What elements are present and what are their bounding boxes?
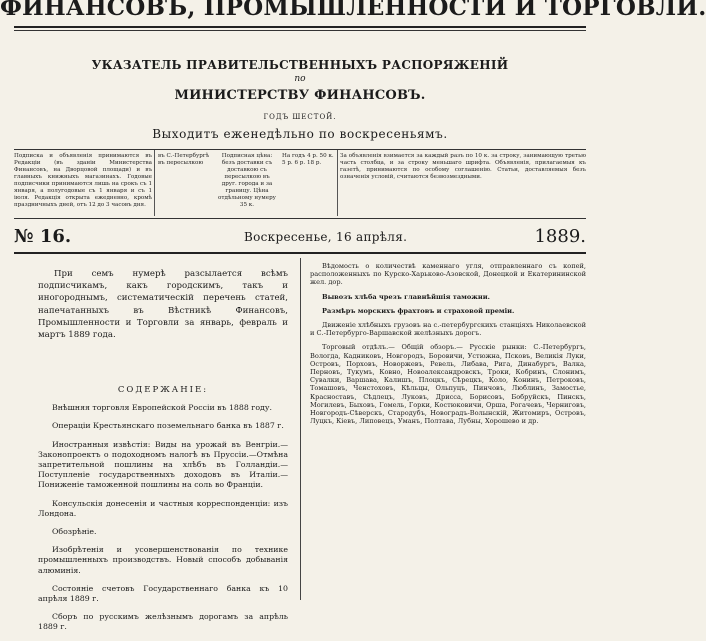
issue-date: Воскресенье, 16 апрѣля.	[244, 230, 408, 244]
issue-number: № 16.	[14, 226, 72, 247]
subtitle-line3: МИНИСТЕРСТВУ ФИНАНСОВЪ.	[174, 88, 426, 103]
contents-title: СОДЕРЖАНІЕ:	[117, 385, 209, 396]
issue-row	[14, 226, 586, 248]
info-top-rule	[14, 149, 586, 150]
subtitle-line1: УКАЗАТЕЛЬ ПРАВИТЕЛЬСТВЕННЫХЪ РАСПОРЯЖЕНІЙ	[91, 58, 509, 72]
info-divider	[154, 150, 155, 216]
left-column	[38, 268, 288, 641]
issue-year: 1889.	[534, 226, 586, 247]
masthead-title: ФИНАНСОВЪ, ПРОМЫШЛЕННОСТИ И ТОРГОВЛИ.	[0, 0, 706, 21]
masthead-rule	[14, 26, 586, 28]
info-bottom-rule	[14, 218, 586, 219]
info-subscription: Подписка и объявленія принимаются въ Редакціи (въ зданіи Министерства Финансовъ, на Дворцовой площади) и въ главныхъ книжныхъ магазинахъ. Годовые подписчики принимаются лишь на срокъ съ 1 января, а полугодовые съ 1 января и съ 1 іюля. Редакція открыта ежедневно, кромѣ праздничныхъ дней, отъ 12 до 3 часовъ дня.	[14, 153, 152, 208]
info-ads: За объявленія взимается за каждый разъ по 10 к. за строку, занимающую третью часть столбца, и за строку меньшаго шрифта. Объявленія, прилагаемыя къ газетѣ, принимаются по особому соглашенію. Статьи, доставляемыя безъ означенія условій, считаются безвозмездными.	[340, 153, 586, 180]
column-divider	[300, 258, 301, 600]
year-label: ГОДЪ ШЕСТОЙ.	[263, 113, 337, 121]
weekly-label: Выходитъ еженедѣльно по воскресеньямъ.	[152, 127, 448, 141]
subtitle-line2: по	[294, 74, 306, 84]
contents-list	[38, 403, 288, 632]
right-column	[310, 262, 586, 431]
contents-item: Изобрѣтенія и усовершенствованія по технике промышленныхъ производствъ. Новый способъ добыванія алюминія.	[38, 545, 288, 575]
coal-statement: Вѣдомость о количествѣ каменнаго угля, отправленнаго съ копей, расположенныхъ по Курско-Харьково-Азовской, Донецкой и Екатерининской жел. дор.	[310, 262, 586, 287]
info-price-values: На годъ 4 р. 50 к. 5 р. 6 р. 18 р.	[282, 153, 334, 166]
contents-item: Операціи Крестьянскаго поземельнаго банка въ 1887 г.	[52, 421, 284, 431]
intro-notice: При семъ нумерѣ разсылается всѣмъ подписчикамъ, какъ городскимъ, такъ и иногороднымъ, систематическій перечень статей, напечатанныхъ въ Вѣстникѣ Финансовъ, Промышленности и Торговли за январь, февраль и мартъ 1889 года.	[38, 269, 288, 341]
contents-item: Иностранныя извѣстія: Виды на урожай въ Венгріи.— Законопроектъ о подоходномъ налогѣ въ Пруссіи.—Отмѣна запретительной пошлины на хлѣбъ въ Голландіи.—Поступленіе государственныхъ доходовъ въ Италіи.— Пониженіе таможенной пошлины на соль во Франціи.	[38, 439, 288, 490]
contents-item: Обозрѣніе.	[52, 527, 97, 537]
contents-item: Состояніе счетовъ Государственнаго банка къ 10 апрѣля 1889 г.	[38, 583, 288, 604]
info-divider	[337, 150, 338, 216]
freight-rates: Размѣръ морскихъ фрахтовъ и страховой преміи.	[322, 306, 515, 315]
contents-item: Консульскія донесенія и частныя корреспонденціи: изъ Лондона.	[38, 498, 288, 518]
info-city: въ С.-Петербургѣ въ пересылкою	[158, 153, 210, 166]
masthead-rule-thin	[14, 30, 586, 31]
grain-export: Вывозъ хлѣба чрезъ главнѣйшія таможни.	[322, 292, 490, 301]
grain-movement: Движеніе хлѣбныхъ грузовъ на с.-петербургскихъ станціяхъ Николаевской и С.-Петербурго-Варшавской желѣзныхъ дорогъ.	[310, 321, 586, 338]
contents-item: Сборъ по русскимъ желѣзнымъ дорогамъ за апрѣль 1889 г.	[38, 612, 288, 632]
trade-section: Торговый отдѣлъ.— Общій обзоръ.— Русскіе рынки: С.-Петербургъ, Вологда, Кадниковъ, Новгородъ, Боровичи, Устюжна, Псковъ, Великія Луки, Островъ, Порховъ, Новоржевъ, Ревель, Либава, Рига, Динабургъ, Валка, Перновъ, Тукумъ, Ковно, Новоалександровскъ, Троки, Кобринъ, Слонимъ, Сувалки, Варшава, Калишъ, Плоцкъ, Сѣрецкъ, Коло, Конинъ, Петроковъ, Томашовъ, Ченстоховъ, Кѣльцы, Ольпуцъ, Пинчовъ, Люблинъ, Замостье, Красноставъ, Сѣдлецъ, Луковъ, Дрисса, Борисовъ, Бобруйскъ, Пинскъ, Могилевъ, Быховъ, Гомель, Горки, Костюковичи, Орша, Рогачевъ, Черниговъ, Новгородъ-Сѣверскъ, Стародубъ, Новоградъ-Волынскій, Житомиръ, Островъ, Луцкъ, Кіевъ, Липовецъ, Уманъ, Полтава, Лубны, Хорошево и др.	[310, 343, 586, 426]
issue-rule	[14, 252, 586, 254]
contents-item: Внѣшняя торговля Европейской Россіи въ 1888 году.	[52, 403, 272, 413]
info-price: Подписная цѣна: безъ доставки съ доставкою съ пересылкою въ друг. города и за границу. Цѣна отдѣльному нумеру 35 к.	[218, 153, 276, 208]
